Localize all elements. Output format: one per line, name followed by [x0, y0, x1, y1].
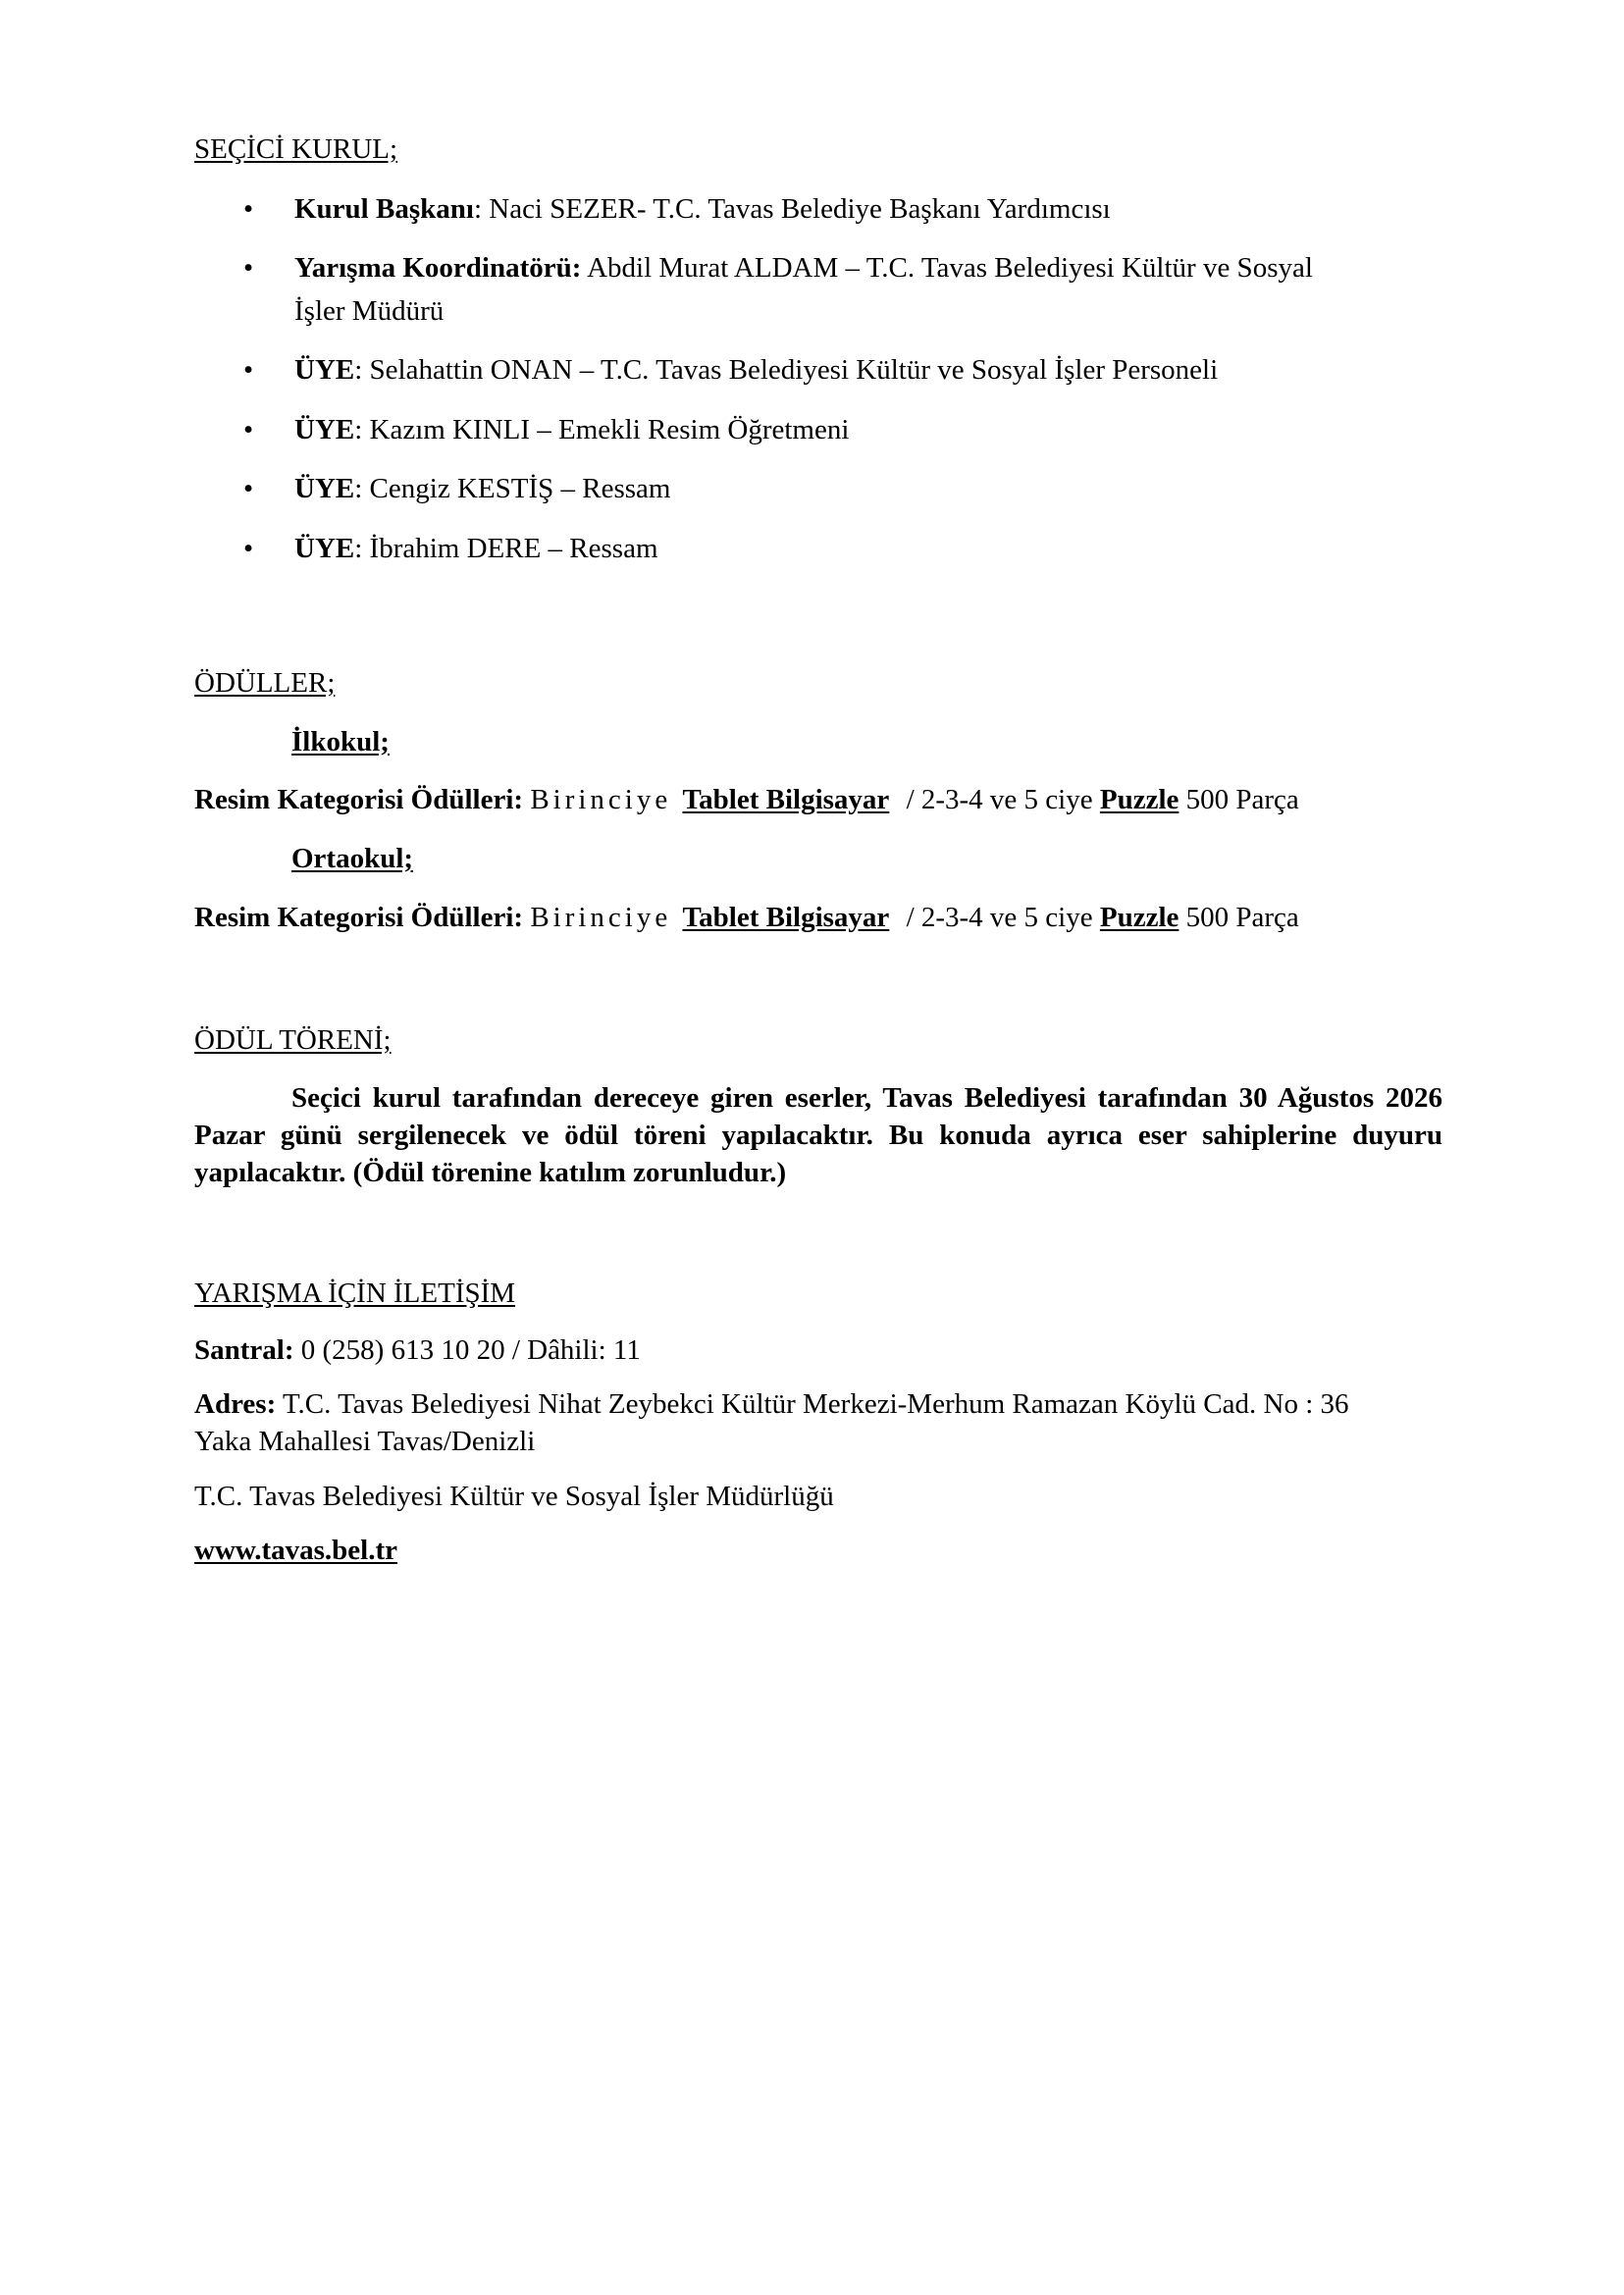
member-text: Cengiz KESTİŞ – Ressam: [369, 473, 671, 505]
award-line-middle: [194, 900, 1442, 937]
member-text: İbrahim DERE – Ressam: [369, 532, 658, 564]
committee-member: • ÜYE: Kazım KINLI – Emekli Resim Öğretmeni: [194, 409, 1442, 452]
award-first-word: Birinciye: [530, 901, 672, 933]
award-others-prize: Puzzle: [1099, 784, 1179, 816]
member-role: ÜYE: [294, 473, 355, 505]
member-role: ÜYE: [294, 354, 355, 387]
contact-heading: YARIŞMA İÇİN İLETİŞİM: [194, 1278, 516, 1309]
award-level-primary: İlkokul;: [291, 725, 390, 757]
committee-member: • ÜYE: İbrahim DERE – Ressam: [194, 528, 1442, 571]
member-text: Kazım KINLI – Emekli Resim Öğretmeni: [369, 413, 850, 445]
ceremony-text: Seçici kurul tarafından dereceye giren eserler, Tavas Belediyesi tarafından 30 Ağustos 2026 Pazar günü sergilenecek ve ödül töreni yapılacaktır. Bu konuda ayrıca eser sahiplerine duyuru yapılacaktır. (Ödül törenine katılım zorunludur.): [194, 1081, 1442, 1189]
member-text: Abdil Murat ALDAM – T.C. Tavas Belediyesi Kültür ve Sosyal İşler Müdürü: [294, 252, 1313, 327]
committee-member: [194, 247, 1442, 333]
committee-member: • ÜYE: Selahattin ONAN – T.C. Tavas Belediyesi Kültür ve Sosyal İşler Personeli: [194, 349, 1442, 392]
bullet-icon: •: [243, 354, 254, 387]
phone-value: 0 (258) 613 10 20 / Dâhili: 11: [300, 1333, 641, 1366]
member-role: ÜYE: [294, 413, 355, 445]
committee-section: [194, 131, 1442, 587]
bullet-icon: •: [243, 413, 254, 445]
award-line-primary: [194, 782, 1442, 819]
ceremony-heading: ÖDÜL TÖRENİ;: [194, 1024, 392, 1056]
award-others-suffix: 500 Parça: [1185, 901, 1299, 933]
member-text: Selahattin ONAN – T.C. Tavas Belediyesi Kültür ve Sosyal İşler Personeli: [369, 354, 1219, 387]
award-others-suffix: 500 Parça: [1185, 784, 1299, 816]
awards-heading: ÖDÜLLER;: [194, 667, 336, 699]
website-link[interactable]: www.tavas.bel.tr: [194, 1535, 398, 1567]
committee-list: [194, 188, 1442, 571]
contact-department: T.C. Tavas Belediyesi Kültür ve Sosyal İşler Müdürlüğü: [194, 1480, 834, 1512]
award-level-middle: Ortaokul;: [291, 843, 414, 875]
bullet-icon: •: [243, 473, 254, 505]
committee-member: • ÜYE: Cengiz KESTİŞ – Ressam: [194, 468, 1442, 511]
address-label: Adres:: [194, 1388, 277, 1421]
award-category-label: Resim Kategorisi Ödülleri:: [194, 901, 524, 933]
bullet-icon: •: [243, 192, 254, 225]
contact-section: [194, 1276, 1442, 1570]
committee-heading: SEÇİCİ KURUL;: [194, 133, 398, 165]
contact-phone: [194, 1332, 1442, 1370]
award-first-prize: Tablet Bilgisayar: [682, 784, 890, 816]
award-category-label: Resim Kategorisi Ödülleri:: [194, 784, 524, 816]
member-role: Yarışma Koordinatörü:: [294, 252, 582, 285]
award-others-prefix: / 2-3-4 ve 5 ciye: [906, 784, 1093, 816]
award-others-prize: Puzzle: [1099, 901, 1179, 933]
address-value: T.C. Tavas Belediyesi Nihat Zeybekci Kültür Merkezi-Merhum Ramazan Köylü Cad. No : 36 Yaka Mahallesi Tavas/Denizli: [194, 1388, 1349, 1458]
committee-member: • Kurul Başkanı: Naci SEZER- T.C. Tavas Belediye Başkanı Yardımcısı: [194, 188, 1442, 232]
bullet-icon: •: [243, 252, 254, 285]
awards-section: [194, 665, 1442, 936]
member-role: Kurul Başkanı: [294, 192, 474, 225]
member-text: Naci SEZER- T.C. Tavas Belediye Başkanı Yardımcısı: [489, 192, 1111, 225]
member-role: ÜYE: [294, 532, 355, 564]
award-others-prefix: / 2-3-4 ve 5 ciye: [906, 901, 1093, 933]
ceremony-section: [194, 1022, 1442, 1191]
award-first-word: Birinciye: [530, 784, 672, 816]
phone-label: Santral:: [194, 1333, 294, 1366]
contact-address: [194, 1386, 1442, 1460]
award-first-prize: Tablet Bilgisayar: [682, 901, 890, 933]
bullet-icon: •: [243, 532, 254, 564]
